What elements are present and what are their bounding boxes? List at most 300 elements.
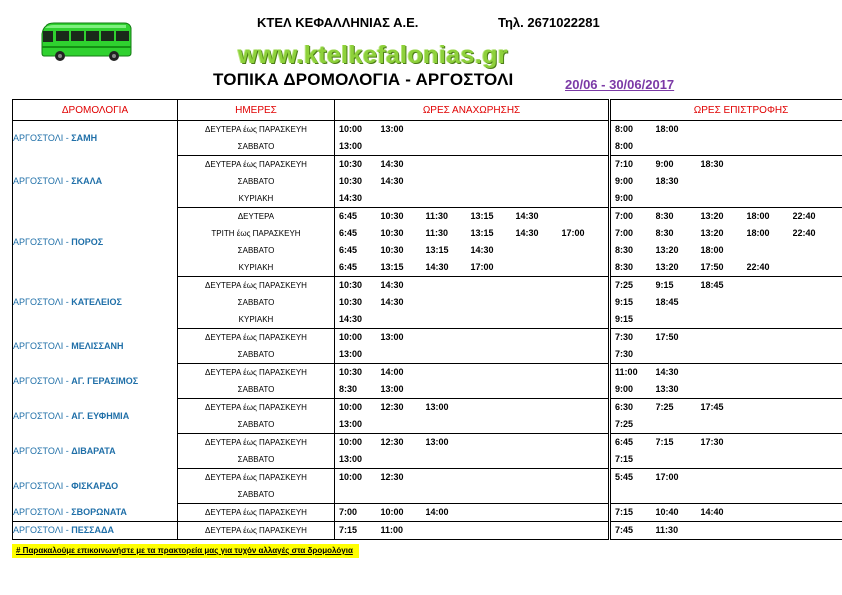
departure-time: 10:30 (339, 176, 363, 186)
return-time (610, 486, 656, 504)
departure-time (471, 399, 516, 417)
departure-time: 13:00 (425, 437, 449, 447)
service-days: ΔΕΥΤΕΡΑ έως ΠΑΡΑΣΚΕΥΗ (178, 121, 335, 139)
departure-time: 13:15 (425, 245, 449, 255)
table-row (13, 329, 842, 347)
departure-time (562, 173, 610, 190)
return-time (747, 504, 793, 522)
return-time: 22:40 (793, 208, 842, 226)
return-time: 10:40 (656, 504, 701, 522)
return-time (793, 434, 842, 452)
service-days: ΔΕΥΤΕΡΑ έως ΠΑΡΑΣΚΕΥΗ (178, 434, 335, 452)
departure-time: 10:00 (339, 332, 363, 342)
table-row (13, 121, 842, 139)
table-row (13, 469, 842, 487)
departure-time (426, 346, 471, 364)
return-time (793, 294, 842, 311)
route-origin: ΑΡΓΟΣΤΟΛΙ - (13, 132, 72, 143)
departure-time (426, 486, 471, 504)
service-days: ΚΥΡΙΑΚΗ (178, 190, 335, 208)
return-time (793, 156, 842, 174)
return-time: 7:10 (610, 156, 656, 174)
departure-time (516, 277, 562, 295)
route-destination: ΣΑΜΗ (71, 132, 98, 143)
green-bus-icon (40, 22, 132, 62)
return-time: 18:30 (655, 176, 679, 186)
return-time (793, 277, 842, 295)
departure-time (471, 329, 516, 347)
return-time: 13:30 (656, 381, 701, 399)
return-time: 7:15 (655, 437, 674, 447)
departure-time: 10:00 (339, 472, 363, 482)
departure-time: 11:30 (425, 211, 449, 221)
departure-time: 13:00 (380, 124, 404, 134)
departure-time: 11:00 (381, 522, 426, 540)
departure-time: 13:00 (381, 381, 426, 399)
return-time: 14:40 (701, 504, 747, 522)
return-time: 18:45 (655, 297, 679, 307)
return-time (793, 504, 842, 522)
return-time (793, 259, 842, 277)
departure-time (516, 242, 562, 259)
departure-time: 17:00 (561, 228, 585, 238)
departure-time (516, 190, 562, 208)
departure-time (562, 504, 610, 522)
service-days: ΣΑΒΒΑΤΟ (178, 486, 335, 504)
return-time (701, 294, 747, 311)
return-time: 8:30 (610, 242, 656, 259)
return-time: 7:15 (610, 451, 656, 469)
return-time: 7:30 (610, 329, 656, 347)
return-time: 22:40 (747, 259, 793, 277)
departure-time (516, 173, 562, 190)
return-time: 7:25 (655, 402, 674, 412)
departure-time: 10:30 (339, 280, 363, 290)
departure-time: 14:30 (515, 211, 539, 221)
departure-time (562, 294, 610, 311)
departure-time (562, 156, 610, 174)
column-header-routes: ΔΡΟΜΟΛΟΓΙΑ (13, 100, 178, 121)
service-days: ΔΕΥΤΕΡΑ έως ΠΑΡΑΣΚΕΥΗ (178, 504, 335, 522)
departure-time (516, 329, 562, 347)
departure-time (562, 346, 610, 364)
date-range: 20/06 - 30/06/2017 (565, 77, 675, 92)
departure-time (562, 522, 610, 540)
return-time (701, 451, 747, 469)
departure-time (516, 121, 562, 139)
return-time: 7:15 (610, 504, 656, 522)
return-time (747, 156, 793, 174)
route-origin: ΑΡΓΟΣΤΟΛΙ - (13, 375, 72, 386)
table-header-row (13, 100, 842, 121)
return-time (793, 329, 842, 347)
return-time (793, 469, 842, 487)
departure-time (516, 451, 562, 469)
return-time (656, 190, 701, 208)
return-time (656, 451, 701, 469)
departure-time (562, 381, 610, 399)
departure-time (562, 190, 610, 208)
departure-time: 14:30 (335, 311, 381, 329)
return-time (747, 469, 793, 487)
service-days: ΔΕΥΤΕΡΑ έως ΠΑΡΑΣΚΕΥΗ (178, 329, 335, 347)
column-header-days: ΗΜΕΡΕΣ (178, 100, 335, 121)
return-time: 7:45 (610, 522, 656, 540)
departure-time (381, 451, 426, 469)
return-time: 18:30 (700, 159, 724, 169)
service-days: ΔΕΥΤΕΡΑ έως ΠΑΡΑΣΚΕΥΗ (178, 364, 335, 382)
departure-time (335, 486, 381, 504)
departure-time (381, 486, 426, 504)
departure-time (381, 190, 426, 208)
departure-time (562, 138, 610, 156)
service-days: ΤΡΙΤΗ έως ΠΑΡΑΣΚΕΥΗ (178, 225, 335, 242)
return-time (747, 364, 793, 382)
departure-time: 14:30 (380, 159, 404, 169)
return-time (747, 416, 793, 434)
return-time (656, 346, 701, 364)
route-destination: ΚΑΤΕΛΕΙΟΣ (71, 297, 122, 307)
return-time: 8:30 (610, 259, 656, 277)
departure-time: 10:00 (339, 124, 363, 134)
departure-time (471, 381, 516, 399)
return-time (747, 522, 793, 540)
return-time (701, 138, 747, 156)
table-row (13, 434, 842, 452)
departure-time: 13:15 (381, 259, 426, 277)
service-days: ΣΑΒΒΑΤΟ (178, 138, 335, 156)
departure-time: 6:45 (335, 259, 381, 277)
departure-time: 10:00 (381, 504, 426, 522)
service-days: ΔΕΥΤΕΡΑ έως ΠΑΡΑΣΚΕΥΗ (178, 156, 335, 174)
departure-time (381, 416, 426, 434)
departure-time: 13:15 (470, 228, 494, 238)
departure-time (471, 311, 516, 329)
return-time (793, 486, 842, 504)
return-time (656, 311, 701, 329)
departure-time: 14:30 (380, 280, 404, 290)
notice-note: # Παρακαλούμε επικοινωνήστε με τα πρακτορεία μας για τυχόν αλλαγές στα δρομολόγια (12, 544, 359, 558)
departure-time (426, 277, 471, 295)
page-title: ΤΟΠΙΚΑ ΔΡΟΜΟΛΟΓΙΑ - ΑΡΓΟΣΤΟΛΙ (213, 70, 514, 89)
return-time (793, 121, 842, 139)
departure-time: 11:30 (425, 228, 449, 238)
departure-time (426, 416, 471, 434)
return-time (793, 381, 842, 399)
website-url: www.ktelkefalonias.gr (238, 41, 509, 69)
departure-time (562, 259, 610, 277)
return-time: 9:15 (610, 311, 656, 329)
departure-time (471, 469, 516, 487)
route-name (13, 434, 178, 469)
departure-time (471, 486, 516, 504)
departure-time (516, 504, 562, 522)
route-origin: ΑΡΓΟΣΤΟΛΙ - (13, 340, 72, 351)
return-time (747, 277, 793, 295)
service-days: ΔΕΥΤΕΡΑ έως ΠΑΡΑΣΚΕΥΗ (178, 277, 335, 295)
departure-time (516, 522, 562, 540)
return-time: 17:00 (655, 472, 679, 482)
departure-time (562, 208, 610, 226)
departure-time: 14:30 (515, 228, 539, 238)
return-time (747, 381, 793, 399)
return-time (793, 451, 842, 469)
departure-time: 13:00 (335, 138, 381, 156)
service-days: ΚΥΡΙΑΚΗ (178, 259, 335, 277)
route-name (13, 469, 178, 504)
return-time: 13:20 (655, 245, 679, 255)
departure-time (426, 294, 471, 311)
route-destination: ΔΙΒΑΡΑΤΑ (71, 445, 116, 456)
return-time (793, 173, 842, 190)
departure-time (426, 190, 471, 208)
column-header-returns: ΩΡΕΣ ΕΠΙΣΤΡΟΦΗΣ (610, 100, 842, 121)
departure-time (471, 277, 516, 295)
departure-time (471, 121, 516, 139)
departure-time (381, 346, 426, 364)
departure-time (516, 434, 562, 452)
departure-time (471, 138, 516, 156)
departure-time (562, 242, 610, 259)
route-destination: ΜΕΛΙΣΣΑΝΗ (71, 340, 124, 351)
return-time: 7:25 (610, 277, 656, 295)
departure-time: 14:30 (380, 297, 404, 307)
return-time: 8:00 (610, 138, 656, 156)
service-days: ΣΑΒΒΑΤΟ (178, 294, 335, 311)
departure-time (381, 311, 426, 329)
phone-number: Τηλ. 2671022281 (498, 15, 600, 30)
return-time (747, 329, 793, 347)
return-time (747, 451, 793, 469)
return-time: 8:00 (610, 121, 656, 139)
departure-time (426, 522, 471, 540)
return-time: 17:30 (700, 437, 724, 447)
return-time (747, 121, 793, 139)
departure-time (471, 504, 516, 522)
return-time: 6:30 (610, 399, 656, 417)
return-time (747, 190, 793, 208)
return-time (701, 311, 747, 329)
departure-time: 12:30 (380, 472, 404, 482)
return-time (747, 434, 793, 452)
departure-time (562, 121, 610, 139)
return-time (747, 242, 793, 259)
departure-time (471, 346, 516, 364)
departure-time: 14:30 (470, 245, 494, 255)
route-origin: ΑΡΓΟΣΤΟΛΙ - (13, 410, 72, 421)
return-time (656, 416, 701, 434)
departure-time: 6:45 (339, 211, 358, 221)
return-time (747, 346, 793, 364)
departure-time (471, 522, 516, 540)
departure-time (471, 451, 516, 469)
return-time (701, 381, 747, 399)
return-time: 17:50 (655, 332, 679, 342)
departure-time: 17:00 (471, 259, 516, 277)
departure-time: 10:30 (380, 211, 404, 221)
departure-time (562, 311, 610, 329)
departure-time (562, 399, 610, 417)
service-days: ΔΕΥΤΕΡΑ έως ΠΑΡΑΣΚΕΥΗ (178, 469, 335, 487)
return-time (701, 486, 747, 504)
departure-time: 10:30 (339, 297, 363, 307)
departure-time: 14:30 (335, 190, 381, 208)
departure-time (562, 486, 610, 504)
return-time: 9:15 (655, 280, 674, 290)
route-name (13, 156, 178, 208)
route-origin: ΑΡΓΟΣΤΟΛΙ - (13, 506, 72, 517)
departure-time (426, 329, 471, 347)
departure-time: 10:00 (339, 402, 363, 412)
departure-time (471, 173, 516, 190)
route-destination: ΠΟΡΟΣ (71, 236, 104, 247)
return-time: 9:00 (655, 159, 674, 169)
departure-time (516, 138, 562, 156)
departure-time (471, 364, 516, 382)
return-time: 17:50 (701, 259, 747, 277)
return-time (793, 242, 842, 259)
return-time (793, 311, 842, 329)
route-destination: ΑΓ. ΓΕΡΑΣΙΜΟΣ (71, 375, 139, 386)
return-time: 7:00 (610, 208, 656, 226)
return-time: 9:00 (610, 173, 656, 190)
return-time: 11:30 (656, 522, 701, 540)
table-row (13, 504, 842, 522)
route-destination: ΦΙΣΚΑΡΔΟ (71, 480, 119, 491)
route-origin: ΑΡΓΟΣΤΟΛΙ - (13, 236, 72, 247)
service-days: ΣΑΒΒΑΤΟ (178, 416, 335, 434)
return-time: 7:30 (610, 346, 656, 364)
departure-time: 10:00 (339, 437, 363, 447)
route-origin: ΑΡΓΟΣΤΟΛΙ - (13, 525, 72, 535)
route-name (13, 504, 178, 522)
departure-time (426, 364, 471, 382)
return-time (701, 469, 747, 487)
departure-time (516, 311, 562, 329)
departure-time (562, 329, 610, 347)
return-time (701, 346, 747, 364)
departure-time (381, 138, 426, 156)
return-time: 8:30 (655, 228, 674, 238)
service-days: ΣΑΒΒΑΤΟ (178, 346, 335, 364)
return-time: 5:45 (610, 469, 656, 487)
return-time: 18:00 (655, 124, 679, 134)
return-time: 11:00 (610, 364, 656, 382)
departure-time: 10:30 (339, 159, 363, 169)
route-origin: ΑΡΓΟΣΤΟΛΙ - (13, 297, 72, 307)
return-time (793, 190, 842, 208)
return-time (747, 294, 793, 311)
departure-time (562, 469, 610, 487)
departure-time (516, 469, 562, 487)
return-time: 18:45 (700, 280, 724, 290)
route-origin: ΑΡΓΟΣΤΟΛΙ - (13, 445, 72, 456)
departure-time (562, 451, 610, 469)
table-row (13, 156, 842, 174)
route-destination: ΠΕΣΣΑΔΑ (71, 525, 114, 535)
table-row (13, 208, 842, 226)
departure-time: 13:00 (380, 332, 404, 342)
return-time: 8:30 (655, 211, 674, 221)
return-time (656, 486, 701, 504)
departure-time (426, 156, 471, 174)
table-row (13, 399, 842, 417)
return-time (656, 138, 701, 156)
departure-time (516, 381, 562, 399)
return-time (793, 138, 842, 156)
return-time (747, 486, 793, 504)
departure-time: 13:00 (425, 402, 449, 412)
departure-time (562, 277, 610, 295)
service-days: ΔΕΥΤΕΡΑ έως ΠΑΡΑΣΚΕΥΗ (178, 399, 335, 417)
departure-time (471, 156, 516, 174)
departure-time (516, 399, 562, 417)
route-origin: ΑΡΓΟΣΤΟΛΙ - (13, 176, 72, 186)
service-days: ΣΑΒΒΑΤΟ (178, 242, 335, 259)
departure-time (516, 364, 562, 382)
return-time: 18:00 (746, 211, 770, 221)
table-row (13, 522, 842, 540)
departure-time (426, 469, 471, 487)
departure-time: 6:45 (339, 228, 358, 238)
service-days: ΔΕΥΤΕΡΑ (178, 208, 335, 226)
departure-time: 7:15 (335, 522, 381, 540)
return-time (701, 121, 747, 139)
return-time (701, 364, 747, 382)
column-header-departures: ΩΡΕΣ ΑΝΑΧΩΡΗΣΗΣ (335, 100, 610, 121)
departure-time: 7:00 (335, 504, 381, 522)
return-time (701, 190, 747, 208)
departure-time (516, 346, 562, 364)
departure-time (426, 121, 471, 139)
return-time: 22:40 (793, 225, 842, 242)
service-days: ΔΕΥΤΕΡΑ έως ΠΑΡΑΣΚΕΥΗ (178, 522, 335, 540)
return-time: 13:20 (700, 211, 724, 221)
departure-time (426, 138, 471, 156)
departure-time (516, 416, 562, 434)
departure-time: 14:00 (426, 504, 471, 522)
route-name (13, 329, 178, 364)
return-time (793, 399, 842, 417)
departure-time (516, 259, 562, 277)
departure-time: 12:30 (380, 402, 404, 412)
departure-time (426, 173, 471, 190)
departure-time: 13:00 (335, 416, 381, 434)
return-time: 9:15 (610, 294, 656, 311)
departure-time: 8:30 (335, 381, 381, 399)
return-time (747, 138, 793, 156)
route-name (13, 277, 178, 329)
service-days: ΚΥΡΙΑΚΗ (178, 311, 335, 329)
route-name (13, 121, 178, 156)
departure-time (471, 416, 516, 434)
departure-time: 14:30 (426, 259, 471, 277)
return-time (747, 399, 793, 417)
service-days: ΣΑΒΒΑΤΟ (178, 173, 335, 190)
departure-time: 12:30 (380, 437, 404, 447)
return-time (793, 346, 842, 364)
departure-time (562, 434, 610, 452)
departure-time: 10:30 (380, 245, 404, 255)
return-time (701, 329, 747, 347)
return-time (747, 173, 793, 190)
return-time: 14:30 (655, 367, 679, 377)
route-destination: ΑΓ. ΕΥΦΗΜΙΑ (71, 410, 130, 421)
return-time: 13:20 (700, 228, 724, 238)
departure-time: 14:00 (380, 367, 404, 377)
return-time: 7:00 (610, 225, 656, 242)
return-time: 18:00 (700, 245, 724, 255)
